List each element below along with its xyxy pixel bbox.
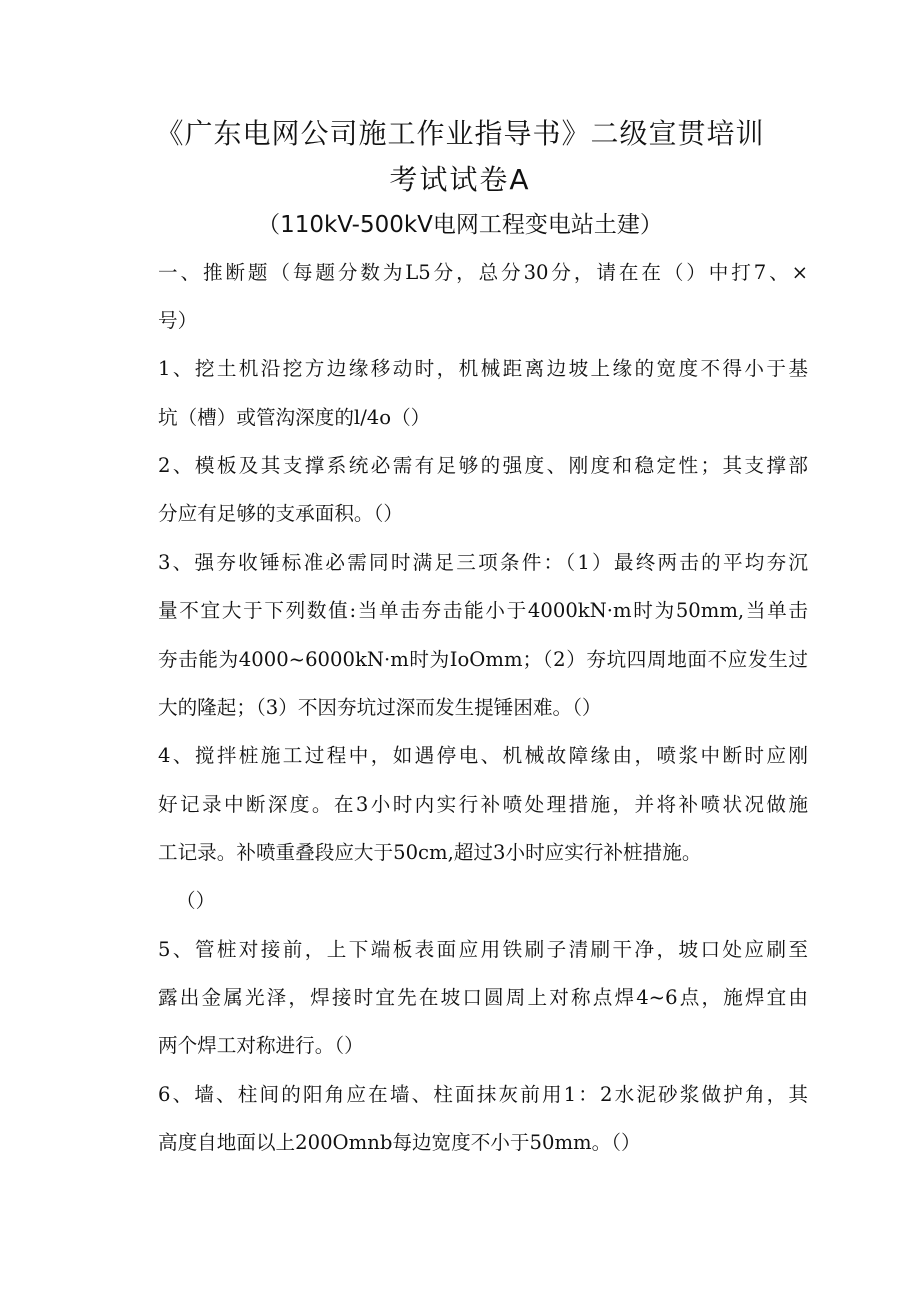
question-line: 1、挖土机沿挖方边缘移动时，机械距离边坡上缘的宽度不得小于基 [158, 357, 808, 380]
question-line: 2、模板及其支撑系统必需有足够的强度、刚度和稳定性；其支撑部 [158, 454, 808, 477]
question-line: 高度自地面以上200Omnb每边宽度不小于50mm。（） [158, 1131, 641, 1154]
question-line: 分应有足够的支承面积。（） [158, 502, 403, 525]
question-line: 露出金属光泽，焊接时宜先在坡口圆周上对称点焊4~6点，施焊宜由 [158, 986, 808, 1009]
section-heading-line: 一、推断题（每题分数为L5分，总分30分，请在在（）中打7、× [158, 261, 808, 284]
question-line: 量不宜大于下列数值:当单击夯击能小于4000kN·m时为50mm,当单击 [158, 599, 808, 622]
question-line: 大的隆起；（3）不因夯坑过深而发生提锤困难。（） [158, 696, 602, 719]
question-line: 4、搅拌桩施工过程中，如遇停电、机械故障缘由，喷浆中断时应刚 [158, 744, 808, 767]
question-line: 工记录。补喷重叠段应大于50cm,超过3小时应实行补桩措施。 [158, 841, 702, 864]
section-heading-line: 号） [158, 309, 198, 332]
question-line: 夯击能为4000~6000kN·m时为IoOmm；（2）夯坑四周地面不应发生过 [158, 648, 808, 671]
document-scope: （110kV-500kV电网工程变电站土建） [257, 212, 663, 238]
question-line: 坑（槽）或管沟深度的l/4o（） [158, 406, 431, 429]
answer-blank: （） [176, 889, 216, 912]
question-line: 5、管桩对接前，上下端板表面应用铁刷子清刷干净，坡口处应刷至 [158, 938, 808, 961]
question-line: 6、墙、柱间的阳角应在墙、柱面抹灰前用1：2水泥砂浆做护角，其 [158, 1083, 808, 1106]
question-line: 好记录中断深度。在3小时内实行补喷处理措施，并将补喷状况做施 [158, 793, 808, 816]
document-subtitle: 考试试卷A [389, 163, 531, 196]
document-title: 《广东电网公司施工作业指导书》二级宣贯培训 [155, 117, 765, 150]
question-line: 3、强夯收锤标准必需同时满足三项条件：（1）最终两击的平均夯沉 [158, 551, 808, 574]
question-line: 两个焊工对称进行。（） [158, 1034, 364, 1057]
